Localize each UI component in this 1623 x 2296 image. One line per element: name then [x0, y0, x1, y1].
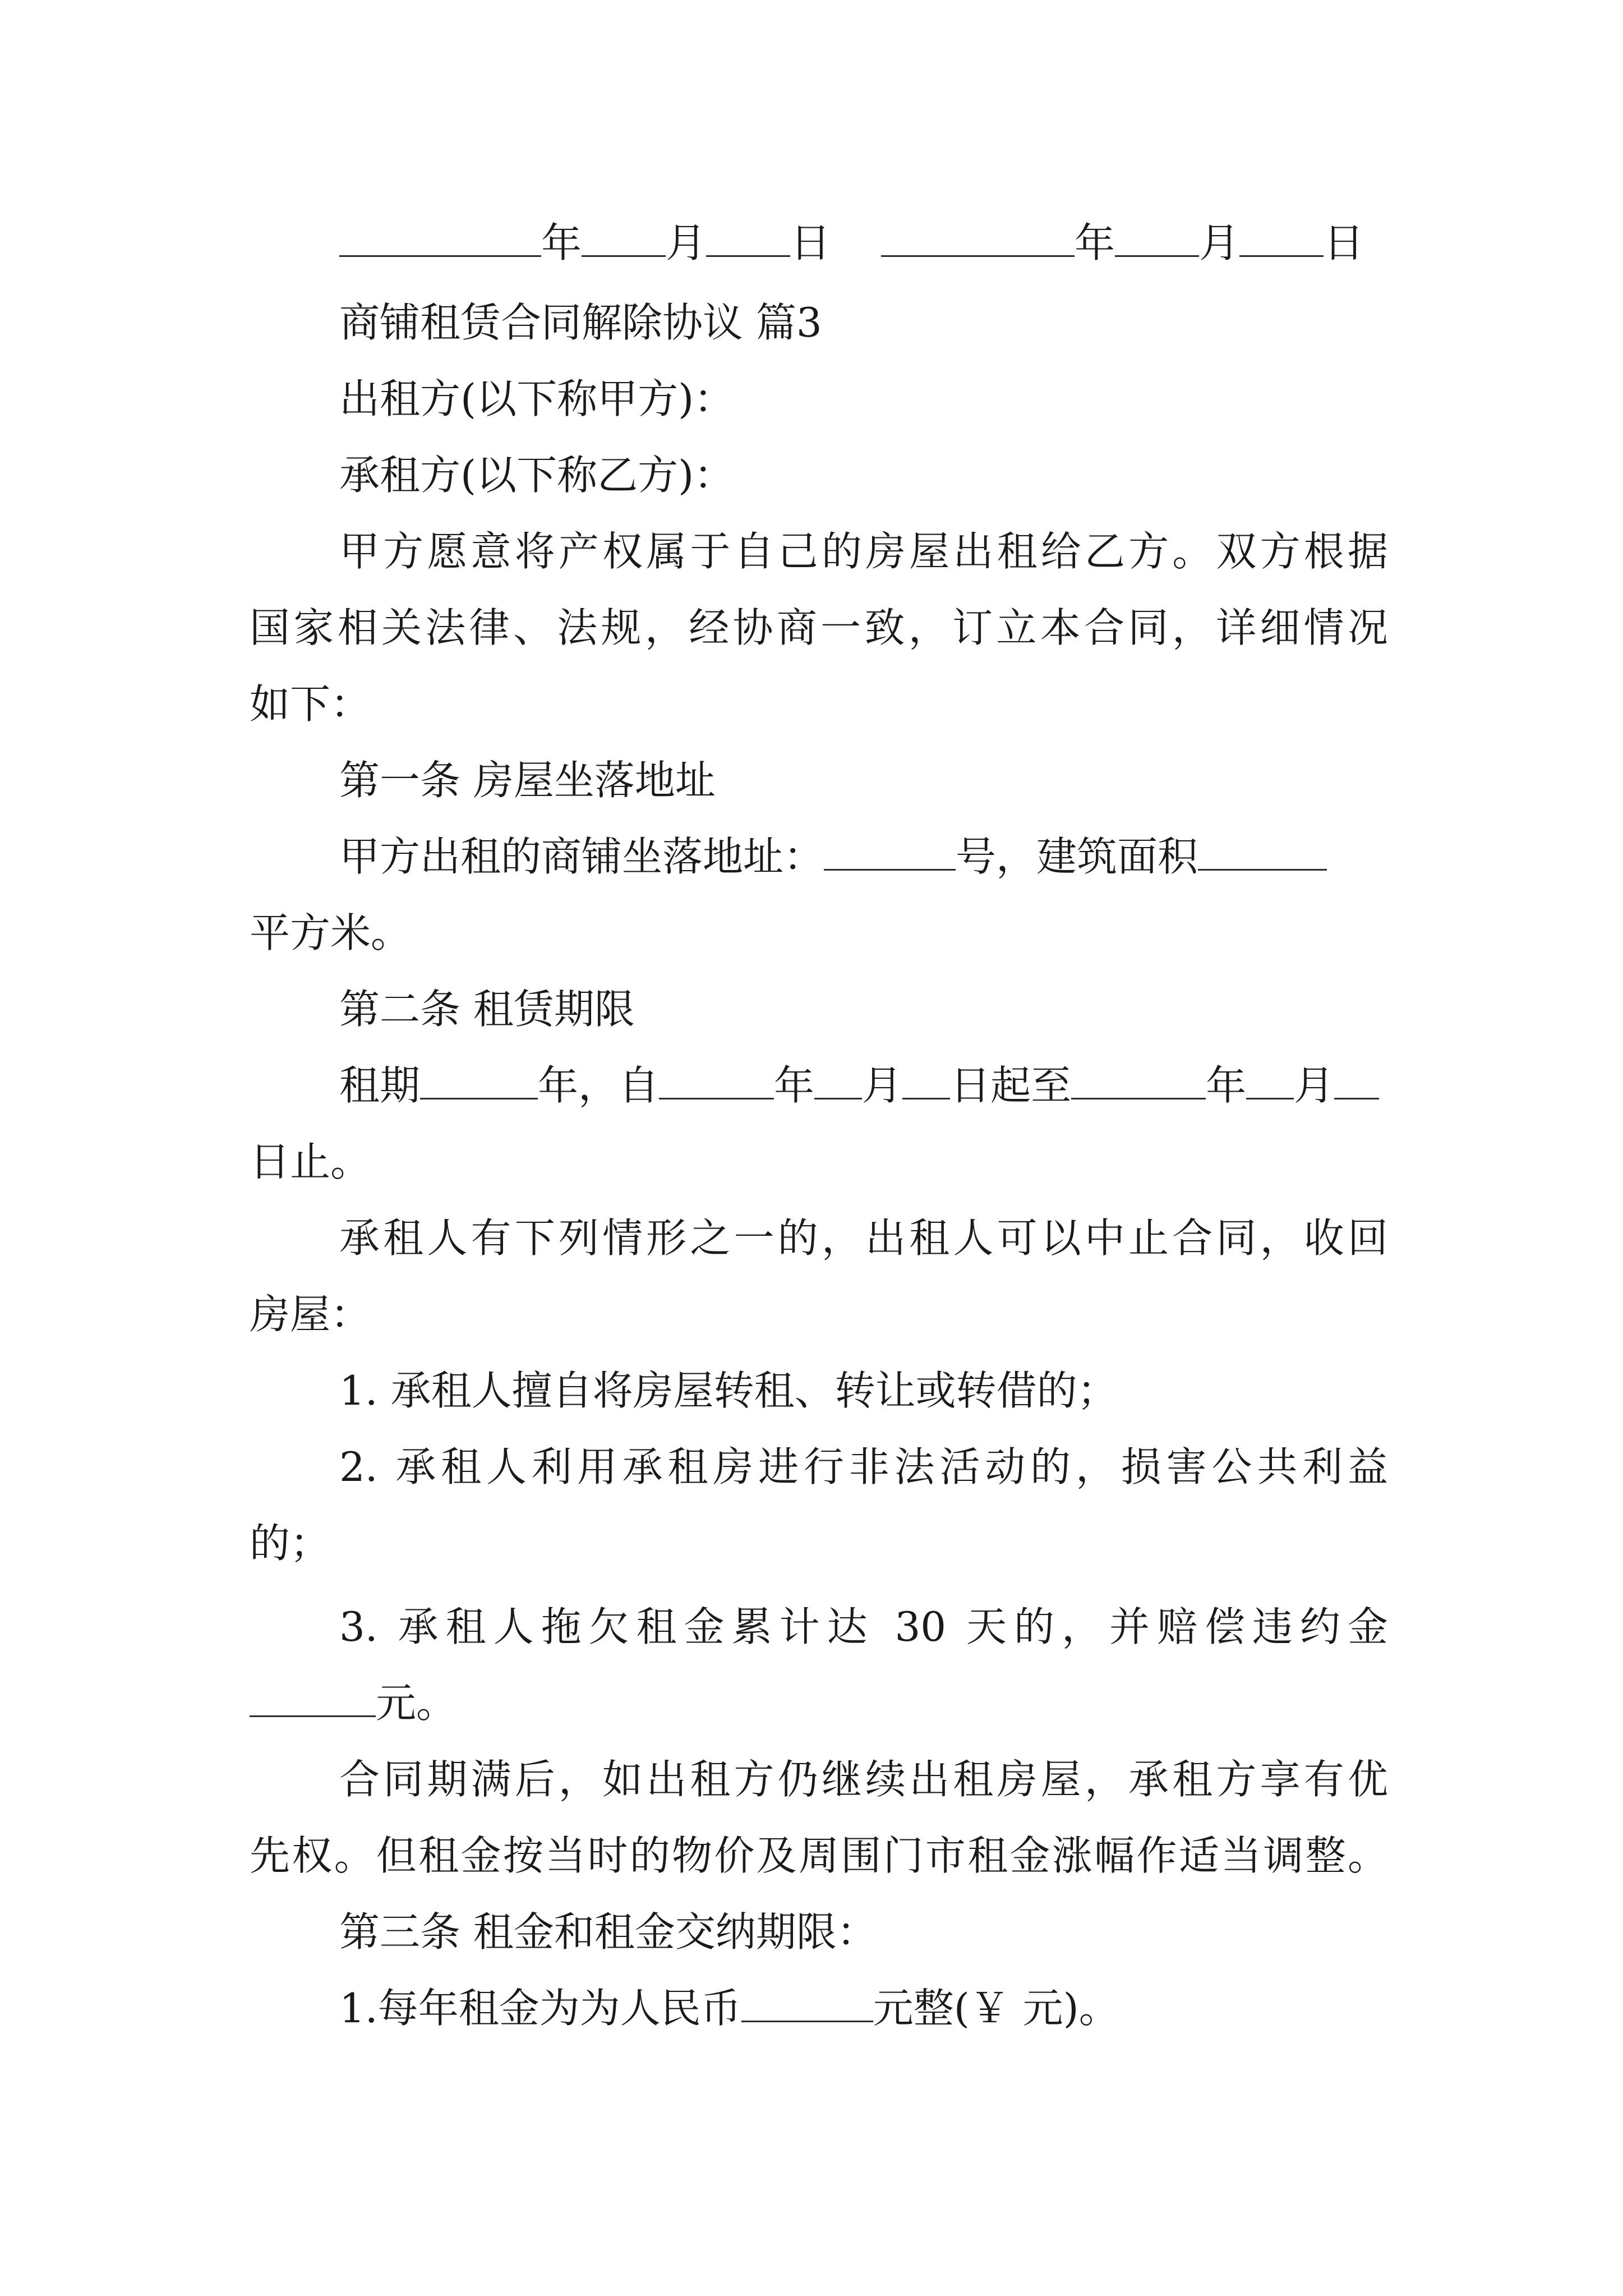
rent-label: 1.每年租金为为人民币 [339, 1985, 741, 2032]
list-item: 3. 承租人拖欠租金累计达 30 天的，并赔偿违约金 [339, 1603, 1388, 1650]
intro-paragraph-line: 国家相关法律、法规，经协商一致，订立本合同，详细情况 [250, 604, 1388, 651]
section-heading: 商铺租赁合同解除协议 篇3 [339, 299, 822, 346]
list-item: 2. 承租人利用承租房进行非法活动的，损害公共利益 [339, 1443, 1388, 1490]
address-label: 甲方出租的商铺坐落地址： [339, 833, 824, 880]
term-text: 月 [1294, 1062, 1335, 1109]
renewal-paragraph-line: 合同期满后，如出租方仍继续出租房屋，承租方享有优 [339, 1756, 1388, 1803]
date-year: 年 [541, 219, 582, 266]
blank-field [814, 1063, 862, 1099]
blank-field [824, 834, 956, 871]
rent-amount-line [339, 1981, 1388, 2035]
term-end-line: 日止。 [250, 1138, 371, 1185]
article-1-title: 第一条 房屋坐落地址 [339, 757, 716, 804]
penalty-line [250, 1676, 1388, 1730]
area-unit-line: 平方米。 [250, 909, 412, 956]
blank-field [250, 1681, 376, 1717]
blank-field [741, 1986, 873, 2022]
intro-paragraph-line: 如下： [250, 680, 371, 728]
term-text: 日起至 [950, 1062, 1072, 1109]
date-month: 月 [1199, 219, 1240, 266]
term-label: 租期 [339, 1062, 421, 1109]
blank-field [420, 1063, 538, 1099]
date-month: 月 [666, 219, 707, 266]
blank-field [1115, 220, 1199, 257]
blank-field [1246, 1063, 1294, 1099]
article-2-title: 第二条 租赁期限 [339, 986, 635, 1033]
address-number: 号，建筑面积 [956, 833, 1198, 880]
blank-field [582, 220, 666, 257]
term-text: 月 [862, 1062, 903, 1109]
list-item-continuation: 的； [250, 1520, 331, 1567]
term-text: 年 [774, 1062, 815, 1109]
blank-field [881, 220, 1075, 257]
intro-paragraph-line: 甲方愿意将产权属于自己的房屋出租给乙方。双方根据 [339, 528, 1388, 575]
term-text: 年 [1206, 1062, 1247, 1109]
termination-condition-line: 房屋： [250, 1291, 371, 1338]
signature-date-row [339, 216, 1388, 270]
termination-condition-line: 承租人有下列情形之一的，出租人可以中止合同，收回 [339, 1214, 1388, 1262]
lessor-line: 出租方(以下称甲方)： [339, 375, 735, 422]
term-line [339, 1059, 1388, 1112]
blank-field [1071, 1063, 1206, 1099]
date-day: 日 [1324, 219, 1364, 266]
blank-field [902, 1063, 950, 1099]
blank-field [1334, 1063, 1379, 1099]
date-year: 年 [1075, 219, 1115, 266]
address-line [339, 830, 1388, 884]
blank-field [706, 220, 790, 257]
renewal-paragraph-line: 先权。但租金按当时的物价及周围门市租金涨幅作适当调整。 [250, 1832, 1388, 1879]
lessee-line: 承租方(以下称乙方)： [339, 452, 735, 499]
rent-unit: 元整(￥ 元)。 [873, 1985, 1119, 2032]
list-item: 1. 承租人擅自将房屋转租、转让或转借的； [339, 1367, 1118, 1414]
blank-field [659, 1063, 774, 1099]
article-3-title: 第三条 租金和租金交纳期限： [339, 1908, 877, 1955]
blank-field [339, 220, 541, 257]
penalty-unit: 元。 [376, 1680, 457, 1727]
date-day: 日 [790, 219, 831, 266]
blank-field [1198, 834, 1327, 871]
term-text: 年，自 [538, 1062, 660, 1109]
blank-field [1239, 220, 1324, 257]
